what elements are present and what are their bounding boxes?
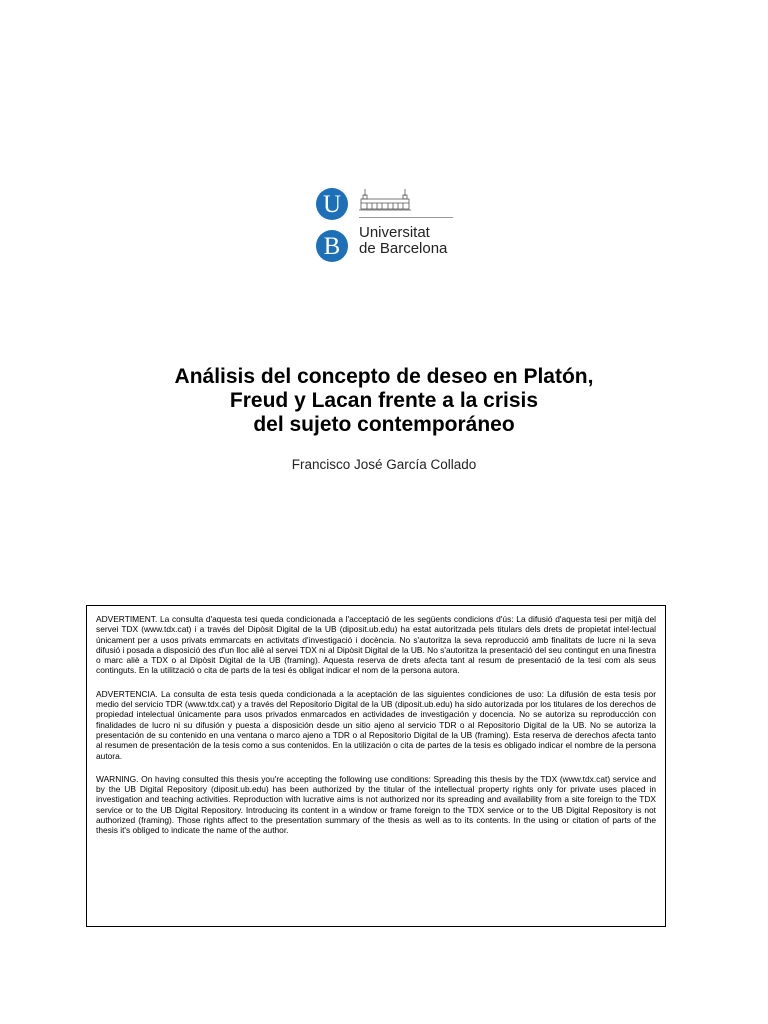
building-icon xyxy=(359,187,411,213)
logo-letter-u: U xyxy=(316,188,348,220)
notice-catalan: ADVERTIMENT. La consulta d'aquesta tesi queda condicionada a l'acceptació de les següents condicions d'ús: La difusió d'aquesta tesi per mitjà del servei TDX (www.tdx.cat) i a través del Dipòsit Digital de la UB (diposit.ub.edu) ha estat autoritzada pels titulars dels drets de propietat intel·lectual únicament per a usos privats emmarcats en activitats d'investigació i docència. No s'autoritza la seva reproducció amb finalitats de lucre ni la seva difusió i posada a disposició des d'un lloc aliè al servei TDX ni al Dipòsit Digital de la UB. No s'autoritza la presentació del seu contingut en una finestra o marc aliè a TDX o al Dipòsit Digital de la UB (framing). Aquesta reserva de drets afecta tant al resum de presentació de la tesi com als seus continguts. En la utilització o cita de parts de la tesi és obligat indicar el nom de la persona autora. xyxy=(96,614,656,676)
notice-spanish: ADVERTENCIA. La consulta de esta tesis queda condicionada a la aceptación de las siguientes condiciones de uso: La difusión de esta tesis por medio del servicio TDR (www.tdx.cat) y a través del Repositorio Digital de la UB (diposit.ub.edu) ha sido autorizada por los titulares de los derechos de propiedad intelectual únicamente para usos privados enmarcados en actividades de investigación y docencia. No se autoriza su reproducción con finalidades de lucro ni su difusión y puesta a disposición desde un sitio ajeno al servicio TDR o al Repositorio Digital de la UB. No se autoriza la presentación de su contenido en una ventana o marco ajeno a TDR o al Repositorio Digital de la UB (framing). Esta reserva de derechos afecta tanto al resumen de presentación de la tesis como a sus contenidos. En la utilización o cita de partes de la tesis es obligado indicar el nombre de la persona autora. xyxy=(96,688,656,761)
logo-name-line1: Universitat xyxy=(359,224,430,241)
logo-name-line2: de Barcelona xyxy=(359,240,448,257)
university-logo xyxy=(314,186,456,268)
title-line: del sujeto contemporáneo xyxy=(253,413,515,436)
author-name: Francisco José García Collado xyxy=(291,457,477,472)
notice-english: WARNING. On having consulted this thesis you're accepting the following use conditions: Spreading this thesis by the TDX (www.tdx.cat) service and by the UB Digital Repository (diposit.ub.edu) has been authorized by the titular of the intellectual property rights only for private uses placed in investigation and teaching activities. Reproduction with lucrative aims is not authorized nor its spreading and availability from a site foreign to the TDX service or to the UB Digital Repository. Introducing its content in a window or frame foreign to the TDX service or to the UB Digital Repository is not authorized (framing). Those rights affect to the presentation summary of the thesis as well as to its contents. In the using or citation of parts of the thesis it's obliged to indicate the name of the author. xyxy=(96,773,656,836)
title-line: Análisis del concepto de deseo en Platón, xyxy=(174,365,594,388)
usage-conditions-box xyxy=(86,605,666,927)
thesis-title xyxy=(84,365,684,437)
logo-letter-b: B xyxy=(316,230,348,262)
title-line: Freud y Lacan frente a la crisis xyxy=(229,389,539,412)
logo-divider xyxy=(359,217,453,218)
